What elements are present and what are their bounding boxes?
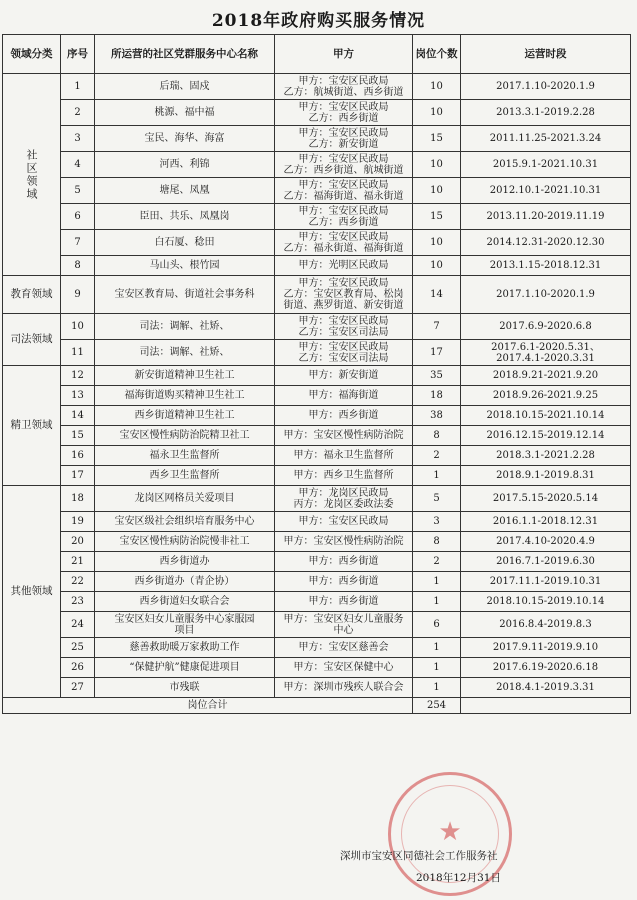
center-line: 龙岗区网格员关爱项目 <box>134 493 235 504</box>
table-row <box>3 366 631 386</box>
positions-cell: 10 <box>413 256 461 276</box>
period-line: 2018.9.26-2021.9.25 <box>492 390 599 401</box>
party-line: 甲方：龙岗区民政局 <box>298 487 389 499</box>
center-line: 司法：调解、社矫、 <box>139 321 230 332</box>
positions-cell: 10 <box>413 230 461 256</box>
party-line: 乙方：西乡街道、航城街道 <box>283 164 404 176</box>
header-row <box>3 35 631 74</box>
period-cell <box>461 314 631 340</box>
domain-cell <box>3 276 61 314</box>
positions-cell: 1 <box>413 658 461 678</box>
seq-cell: 11 <box>61 340 95 366</box>
positions-cell: 1 <box>413 592 461 612</box>
party-line: 甲方：宝安区民政局 <box>298 278 389 289</box>
positions-cell: 18 <box>413 386 461 406</box>
period-line: 2018.9.21-2021.9.20 <box>492 370 599 381</box>
table-row <box>3 230 631 256</box>
party-cell <box>275 486 413 512</box>
period-line: 2016.8.4-2019.8.3 <box>499 619 592 630</box>
center-cell <box>95 512 275 532</box>
positions-cell: 10 <box>413 178 461 204</box>
center-cell <box>95 178 275 204</box>
party-line: 乙方：福永街道、福海街道 <box>283 242 404 254</box>
party-line: 甲方：宝安区保健中心 <box>293 662 394 673</box>
party-cell <box>275 592 413 612</box>
period-line: 2016.7.1-2019.6.30 <box>496 556 595 567</box>
domain-cell <box>3 486 61 698</box>
table-row <box>3 100 631 126</box>
table-row <box>3 512 631 532</box>
positions-cell: 10 <box>413 152 461 178</box>
party-line: 乙方：航城街道、西乡街道 <box>283 86 404 98</box>
party-cell <box>275 230 413 256</box>
center-line: 后瑞、固戍 <box>159 81 210 92</box>
center-cell <box>95 314 275 340</box>
party-cell <box>275 256 413 276</box>
party-line: 乙方：宝安区教育局、松岗 <box>283 289 404 300</box>
table-row <box>3 658 631 678</box>
party-cell <box>275 612 413 638</box>
seq-cell: 9 <box>61 276 95 314</box>
header-domain: 领域分类 <box>3 35 61 74</box>
domain-cell <box>3 74 61 276</box>
center-cell <box>95 276 275 314</box>
center-cell <box>95 406 275 426</box>
center-line: 福海街道购买精神卫生社工 <box>124 390 245 401</box>
positions-cell: 5 <box>413 486 461 512</box>
footer-organization: 深圳市宝安区同德社会工作服务社 <box>340 850 498 862</box>
party-line: 甲方：宝安区民政局 <box>298 231 389 243</box>
header-seq: 序号 <box>61 35 95 74</box>
period-cell <box>461 100 631 126</box>
period-cell <box>461 230 631 256</box>
period-cell <box>461 592 631 612</box>
party-line: 甲方：福永卫生监督所 <box>293 450 394 461</box>
domain-cell <box>3 366 61 486</box>
table-row <box>3 426 631 446</box>
center-line: 白石厦、稔田 <box>154 237 215 248</box>
party-line: 乙方：宝安区司法局 <box>298 352 389 364</box>
total-empty <box>461 698 631 714</box>
center-cell <box>95 638 275 658</box>
seq-cell: 12 <box>61 366 95 386</box>
party-line: 乙方：西乡街道 <box>308 112 379 124</box>
party-cell <box>275 466 413 486</box>
center-line: 福永卫生监督所 <box>149 450 220 461</box>
table-row <box>3 276 631 314</box>
positions-cell: 10 <box>413 100 461 126</box>
center-line: 西乡街道妇女联合会 <box>139 596 230 607</box>
party-cell <box>275 638 413 658</box>
party-cell <box>275 314 413 340</box>
seq-cell: 16 <box>61 446 95 466</box>
seq-cell: 1 <box>61 74 95 100</box>
party-line: 乙方：福海街道、福永街道 <box>283 190 404 202</box>
positions-cell: 1 <box>413 572 461 592</box>
positions-cell: 15 <box>413 204 461 230</box>
party-cell <box>275 386 413 406</box>
party-line: 甲方：宝安区慢性病防治院 <box>283 430 404 441</box>
table-row <box>3 314 631 340</box>
period-line: 2017.5.15-2020.5.14 <box>492 493 599 504</box>
domain-label: 其他领域 <box>10 585 53 597</box>
party-line: 甲方：宝安区妇女儿童服务 <box>283 613 404 625</box>
center-cell <box>95 126 275 152</box>
period-cell <box>461 466 631 486</box>
period-line: 2017.4.10-2020.4.9 <box>496 536 595 547</box>
party-cell <box>275 126 413 152</box>
seq-cell: 24 <box>61 612 95 638</box>
positions-cell: 6 <box>413 612 461 638</box>
party-cell <box>275 426 413 446</box>
center-line: “保健护航”健康促进项目 <box>129 662 240 673</box>
party-line: 乙方：新安街道 <box>308 138 379 150</box>
table-row <box>3 466 631 486</box>
center-cell <box>95 486 275 512</box>
table-row <box>3 386 631 406</box>
seq-cell: 8 <box>61 256 95 276</box>
party-line: 甲方：宝安区民政局 <box>298 179 389 191</box>
center-cell <box>95 366 275 386</box>
party-line: 甲方：宝安区慈善会 <box>298 642 389 653</box>
table-row <box>3 552 631 572</box>
center-cell <box>95 426 275 446</box>
center-line: 新安街道精神卫生社工 <box>134 370 235 381</box>
party-cell <box>275 276 413 314</box>
period-line: 2017.6.19-2020.6.18 <box>492 662 599 673</box>
seq-cell: 17 <box>61 466 95 486</box>
seq-cell: 2 <box>61 100 95 126</box>
period-line: 2018.10.15-2021.10.14 <box>486 410 605 421</box>
domain-label: 精卫领域 <box>10 419 53 431</box>
seq-cell: 20 <box>61 532 95 552</box>
period-line: 2017.1.10-2020.1.9 <box>496 289 595 300</box>
party-cell <box>275 152 413 178</box>
seq-cell: 21 <box>61 552 95 572</box>
seq-cell: 7 <box>61 230 95 256</box>
period-cell <box>461 204 631 230</box>
period-line: 2017.11.1-2019.10.31 <box>489 576 602 587</box>
party-cell <box>275 552 413 572</box>
seq-cell: 3 <box>61 126 95 152</box>
seq-cell: 26 <box>61 658 95 678</box>
center-cell <box>95 572 275 592</box>
positions-cell: 2 <box>413 446 461 466</box>
footer-date: 2018年12月31日 <box>416 872 501 884</box>
table-row <box>3 486 631 512</box>
header-party: 甲方 <box>275 35 413 74</box>
period-line: 2017.1.10-2020.1.9 <box>496 81 595 92</box>
period-cell <box>461 386 631 406</box>
center-line: 项目 <box>174 624 195 636</box>
table-row <box>3 256 631 276</box>
services-table <box>2 34 631 714</box>
center-line: 宝安区教育局、街道社会事务科 <box>114 289 255 300</box>
table-row <box>3 74 631 100</box>
positions-cell: 38 <box>413 406 461 426</box>
party-line: 乙方：西乡街道 <box>308 216 379 228</box>
party-line: 中心 <box>333 624 354 636</box>
positions-cell: 8 <box>413 532 461 552</box>
party-cell <box>275 204 413 230</box>
party-cell <box>275 406 413 426</box>
table-row <box>3 532 631 552</box>
period-cell <box>461 406 631 426</box>
center-line: 宝安区级社会组织培育服务中心 <box>114 516 255 527</box>
center-cell <box>95 100 275 126</box>
period-line: 2014.12.31-2020.12.30 <box>486 237 605 248</box>
party-line: 甲方：宝安区民政局 <box>298 127 389 139</box>
table-row <box>3 152 631 178</box>
period-line: 2017.9.11-2019.9.10 <box>492 642 599 653</box>
table-row <box>3 204 631 230</box>
period-cell <box>461 612 631 638</box>
party-line: 甲方：宝安区民政局 <box>298 205 389 217</box>
center-line: 西乡卫生监督所 <box>149 470 220 481</box>
party-line: 甲方：光明区民政局 <box>298 260 389 271</box>
table-row <box>3 612 631 638</box>
party-cell <box>275 366 413 386</box>
party-cell <box>275 100 413 126</box>
domain-label: 社区领域 <box>25 148 38 201</box>
party-cell <box>275 446 413 466</box>
total-row <box>3 698 631 714</box>
center-line: 河西、利锦 <box>159 159 210 170</box>
party-line: 街道、燕罗街道、新安街道 <box>283 300 404 311</box>
center-line: 宝民、海华、海富 <box>144 133 225 144</box>
party-line: 甲方：福海街道 <box>308 390 379 401</box>
party-line: 乙方：宝安区司法局 <box>298 326 389 338</box>
party-line: 甲方：宝安区民政局 <box>298 516 389 527</box>
seq-cell: 15 <box>61 426 95 446</box>
total-label: 岗位合计 <box>3 698 413 714</box>
period-line: 2018.10.15-2019.10.14 <box>486 596 605 607</box>
period-line: 2013.3.1-2019.2.28 <box>496 107 595 118</box>
seq-cell: 22 <box>61 572 95 592</box>
party-cell <box>275 678 413 698</box>
center-cell <box>95 340 275 366</box>
party-cell <box>275 74 413 100</box>
table-row <box>3 446 631 466</box>
positions-cell: 7 <box>413 314 461 340</box>
period-line: 2018.3.1-2021.2.28 <box>496 450 595 461</box>
positions-cell: 1 <box>413 466 461 486</box>
total-value: 254 <box>413 698 461 714</box>
period-cell <box>461 366 631 386</box>
party-line: 甲方：西乡街道 <box>308 576 379 587</box>
party-line: 甲方：西乡卫生监督所 <box>293 470 394 481</box>
center-cell <box>95 256 275 276</box>
period-cell <box>461 256 631 276</box>
period-cell <box>461 152 631 178</box>
positions-cell: 1 <box>413 638 461 658</box>
center-cell <box>95 678 275 698</box>
center-line: 西乡街道办（青企协） <box>134 576 235 587</box>
party-cell <box>275 658 413 678</box>
party-line: 甲方：宝安区民政局 <box>298 75 389 87</box>
center-line: 司法：调解、社矫、 <box>139 347 230 358</box>
header-center: 所运营的社区党群服务中心名称 <box>95 35 275 74</box>
party-line: 甲方：宝安区民政局 <box>298 153 389 165</box>
positions-cell: 1 <box>413 678 461 698</box>
period-cell <box>461 74 631 100</box>
period-cell <box>461 678 631 698</box>
center-cell <box>95 532 275 552</box>
table-row <box>3 126 631 152</box>
table-row <box>3 178 631 204</box>
period-line: 2016.12.15-2019.12.14 <box>486 430 605 441</box>
seq-cell: 27 <box>61 678 95 698</box>
domain-label: 司法领域 <box>10 333 53 345</box>
seq-cell: 25 <box>61 638 95 658</box>
seq-cell: 23 <box>61 592 95 612</box>
period-line: 2011.11.25-2021.3.24 <box>489 133 602 144</box>
center-cell <box>95 592 275 612</box>
period-cell <box>461 126 631 152</box>
seq-cell: 4 <box>61 152 95 178</box>
center-cell <box>95 658 275 678</box>
page-title: 2018年政府购买服务情况 <box>211 11 426 31</box>
positions-cell: 2 <box>413 552 461 572</box>
seq-cell: 5 <box>61 178 95 204</box>
period-line: 2018.4.1-2019.3.31 <box>496 682 595 693</box>
party-line: 甲方：宝安区慢性病防治院 <box>283 536 404 547</box>
seq-cell: 10 <box>61 314 95 340</box>
period-line: 2016.1.1-2018.12.31 <box>492 516 599 527</box>
period-cell <box>461 658 631 678</box>
positions-cell: 3 <box>413 512 461 532</box>
period-cell <box>461 486 631 512</box>
center-line: 宝安区慢性病防治院慢非社工 <box>119 536 250 547</box>
period-cell <box>461 276 631 314</box>
party-cell <box>275 178 413 204</box>
period-cell <box>461 638 631 658</box>
positions-cell: 14 <box>413 276 461 314</box>
center-cell <box>95 230 275 256</box>
period-cell <box>461 572 631 592</box>
period-line: 2012.10.1-2021.10.31 <box>489 185 602 196</box>
table-row <box>3 678 631 698</box>
period-line: 2015.9.1-2021.10.31 <box>492 159 599 170</box>
header-period: 运营时段 <box>461 35 631 74</box>
center-cell <box>95 466 275 486</box>
center-cell <box>95 612 275 638</box>
center-line: 宝安区慢性病防治院精卫社工 <box>119 430 250 441</box>
table-body <box>3 74 631 698</box>
table-row <box>3 406 631 426</box>
period-line: 2017.4.1-2020.3.31 <box>496 352 595 364</box>
period-line: 2013.11.20-2019.11.19 <box>486 211 605 222</box>
center-line: 市残联 <box>169 682 200 693</box>
domain-cell <box>3 314 61 366</box>
center-line: 西乡街道办 <box>159 556 210 567</box>
positions-cell: 15 <box>413 126 461 152</box>
center-line: 塘尾、凤凰 <box>159 185 210 196</box>
header-positions: 岗位个数 <box>413 35 461 74</box>
period-line: 2013.1.15-2018.12.31 <box>489 260 602 271</box>
period-cell <box>461 512 631 532</box>
party-cell <box>275 572 413 592</box>
party-line: 丙方：龙岗区委政法委 <box>293 498 394 510</box>
center-cell <box>95 152 275 178</box>
center-line: 马山头、根竹园 <box>149 260 220 271</box>
table-row <box>3 572 631 592</box>
seq-cell: 14 <box>61 406 95 426</box>
center-cell <box>95 74 275 100</box>
positions-cell: 10 <box>413 74 461 100</box>
positions-cell: 35 <box>413 366 461 386</box>
period-cell <box>461 532 631 552</box>
seq-cell: 18 <box>61 486 95 512</box>
table-row <box>3 638 631 658</box>
center-cell <box>95 446 275 466</box>
party-cell <box>275 512 413 532</box>
period-line: 2017.6.9-2020.6.8 <box>499 321 592 332</box>
party-line: 甲方：西乡街道 <box>308 596 379 607</box>
center-cell <box>95 386 275 406</box>
period-line: 2017.6.1-2020.5.31、 <box>491 341 600 353</box>
table-row <box>3 592 631 612</box>
seq-cell: 13 <box>61 386 95 406</box>
seq-cell: 6 <box>61 204 95 230</box>
center-line: 桃源、福中福 <box>154 107 215 118</box>
center-line: 臣田、共乐、凤凰岗 <box>139 211 230 222</box>
party-cell <box>275 532 413 552</box>
party-line: 甲方：宝安区民政局 <box>298 315 389 327</box>
period-cell <box>461 446 631 466</box>
party-line: 甲方：宝安区民政局 <box>298 341 389 353</box>
party-line: 甲方：新安街道 <box>308 370 379 381</box>
positions-cell: 17 <box>413 340 461 366</box>
domain-label: 教育领域 <box>10 288 53 300</box>
party-line: 甲方：西乡街道 <box>308 556 379 567</box>
period-cell <box>461 340 631 366</box>
center-line: 宝安区妇女儿童服务中心家服园 <box>114 613 255 625</box>
center-cell <box>95 552 275 572</box>
period-line: 2018.9.1-2019.8.31 <box>496 470 595 481</box>
seal-star-icon: ★ <box>438 817 462 847</box>
seq-cell: 19 <box>61 512 95 532</box>
positions-cell: 8 <box>413 426 461 446</box>
center-cell <box>95 204 275 230</box>
period-cell <box>461 552 631 572</box>
party-line: 甲方：西乡街道 <box>308 410 379 421</box>
period-cell <box>461 178 631 204</box>
center-line: 西乡街道精神卫生社工 <box>134 410 235 421</box>
party-line: 甲方：深圳市残疾人联合会 <box>283 682 404 693</box>
period-cell <box>461 426 631 446</box>
party-cell <box>275 340 413 366</box>
center-line: 慈善救助暖万家救助工作 <box>129 642 240 653</box>
party-line: 甲方：宝安区民政局 <box>298 101 389 113</box>
table-row <box>3 340 631 366</box>
